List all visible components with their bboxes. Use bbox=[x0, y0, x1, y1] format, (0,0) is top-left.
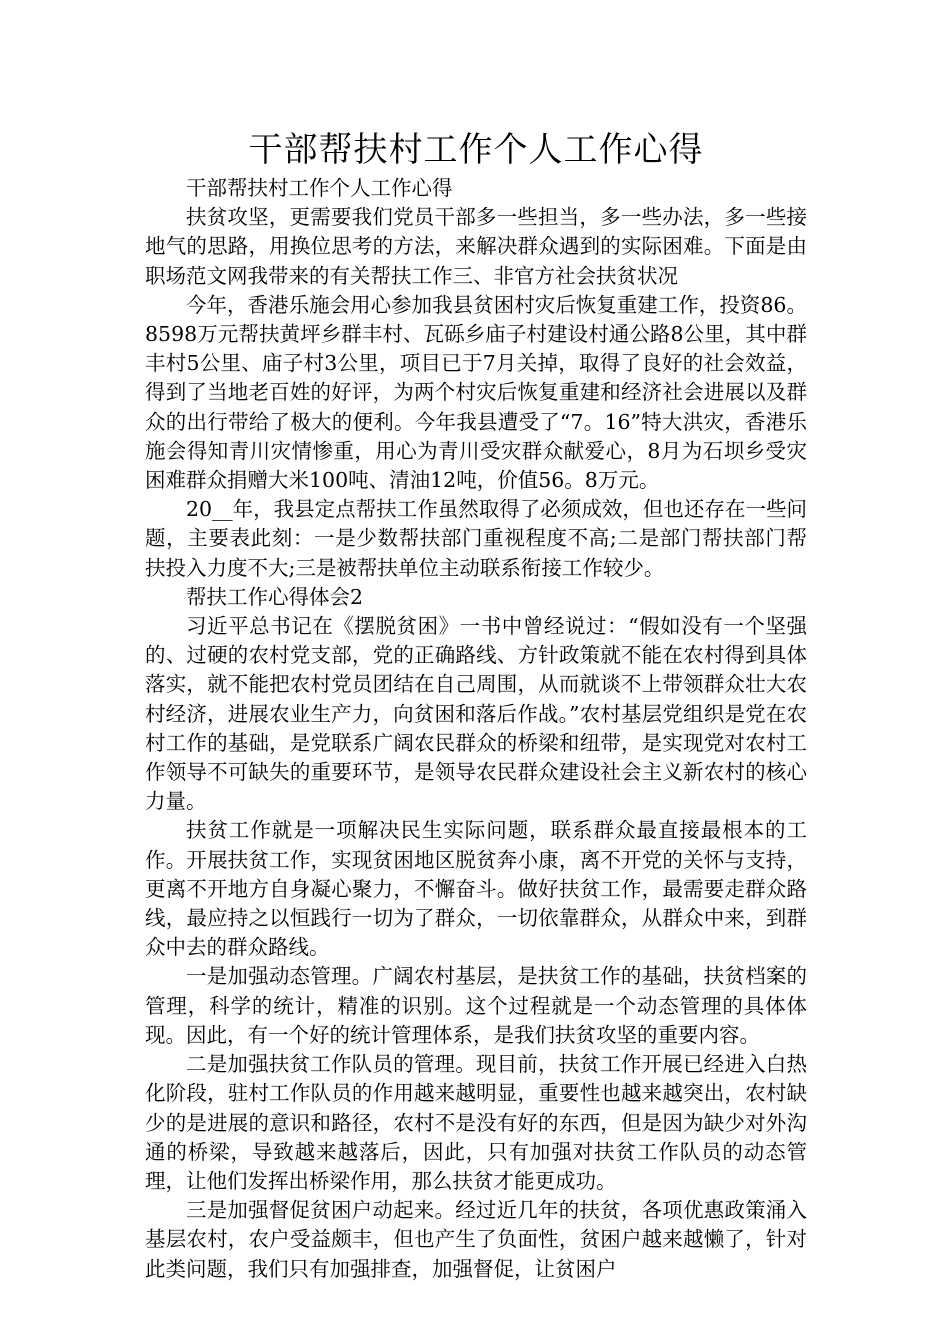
paragraph-point-2: 二是加强扶贫工作队员的管理。现目前，扶贫工作开展已经进入白热化阶段，驻村工作队员的作用越来越明显，重要性也越来越突出，农村缺少的是进展的意识和路径，农村不是没有好的东西，但是因为缺少对外沟通的桥梁，导致越来越落后，因此，只有加强对扶贫工作队员的动态管理，让他们发挥出桥梁作用，那么扶贫才能更成功。 bbox=[145, 1052, 807, 1193]
paragraph-problems: 20__年，我县定点帮扶工作虽然取得了必须成效，但也还存在一些问题，主要表此刻：一是少数帮扶部门重视程度不高;二是部门帮扶部门帮扶投入力度不大;三是被帮扶单位主动联系衔接工作较少。 bbox=[145, 497, 807, 580]
paragraph-point-3: 三是加强督促贫困户动起来。经过近几年的扶贫，各项优惠政策涌入基层农村，农户受益颇丰，但也产生了负面性，贫困户越来越懒了，针对此类问题，我们只有加强排查，加强督促，让贫困户 bbox=[145, 1198, 807, 1281]
document-page bbox=[145, 128, 807, 1284]
paragraph-quote: 习近平总书记在《摆脱贫困》一书中曾经说过：“假如没有一个坚强的、过硬的农村党支部，党的正确路线、方针政策就不能在农村得到具体落实，就不能把农村党员团结在自己周围，从而就谈不上带领群众壮大农村经济，进展农业生产力，向贫困和落后作战。”农村基层党组织是党在农村工作的基础，是党联系广阔农民群众的桥梁和纽带，是实现党对农村工作领导不可缺失的重要环节，是领导农民群众建设社会主义新农村的核心力量。 bbox=[145, 614, 807, 814]
paragraph-oxfam: 今年，香港乐施会用心参加我县贫困村灾后恢复重建工作，投资86。8598万元帮扶黄坪乡群丰村、瓦砾乡庙子村建设村通公路8公里，其中群丰村5公里、庙子村3公里，项目已于7月关掉，取得了良好的社会效益，得到了当地老百姓的好评，为两个村灾后恢复重建和经济社会进展以及群众的出行带给了极大的便利。今年我县遭受了“7。16”特大洪灾，香港乐施会得知青川灾情惨重，用心为青川受灾群众献爱心，8月为石坝乡受灾困难群众捐赠大米100吨、清油12吨，价值56。8万元。 bbox=[145, 292, 807, 493]
section-heading-2: 帮扶工作心得体会2 bbox=[186, 584, 364, 609]
paragraph-mass-line: 扶贫工作就是一项解决民生实际问题，联系群众最直接最根本的工作。开展扶贫工作，实现贫困地区脱贫奔小康，离不开党的关怀与支持，更离不开地方自身凝心聚力，不懈奋斗。做好扶贫工作，最需要走群众路线，最应持之以恒践行一切为了群众，一切依靠群众，从群众中来，到群众中去的群众路线。 bbox=[145, 818, 807, 960]
document-subtitle: 干部帮扶村工作个人工作心得 bbox=[186, 176, 453, 200]
paragraph-intro: 扶贫攻坚，更需要我们党员干部多一些担当，多一些办法，多一些接地气的思路，用换位思考的方法，来解决群众遇到的实际困难。下面是由职场范文网我带来的有关帮扶工作三、非官方社会扶贫状况 bbox=[145, 205, 807, 288]
paragraph-point-1: 一是加强动态管理。广阔农村基层，是扶贫工作的基础，扶贫档案的管理，科学的统计，精准的识别。这个过程就是一个动态管理的具体体现。因此，有一个好的统计管理体系，是我们扶贫攻坚的重要内容。 bbox=[145, 964, 807, 1047]
document-title: 干部帮扶村工作个人工作心得 bbox=[248, 130, 704, 170]
